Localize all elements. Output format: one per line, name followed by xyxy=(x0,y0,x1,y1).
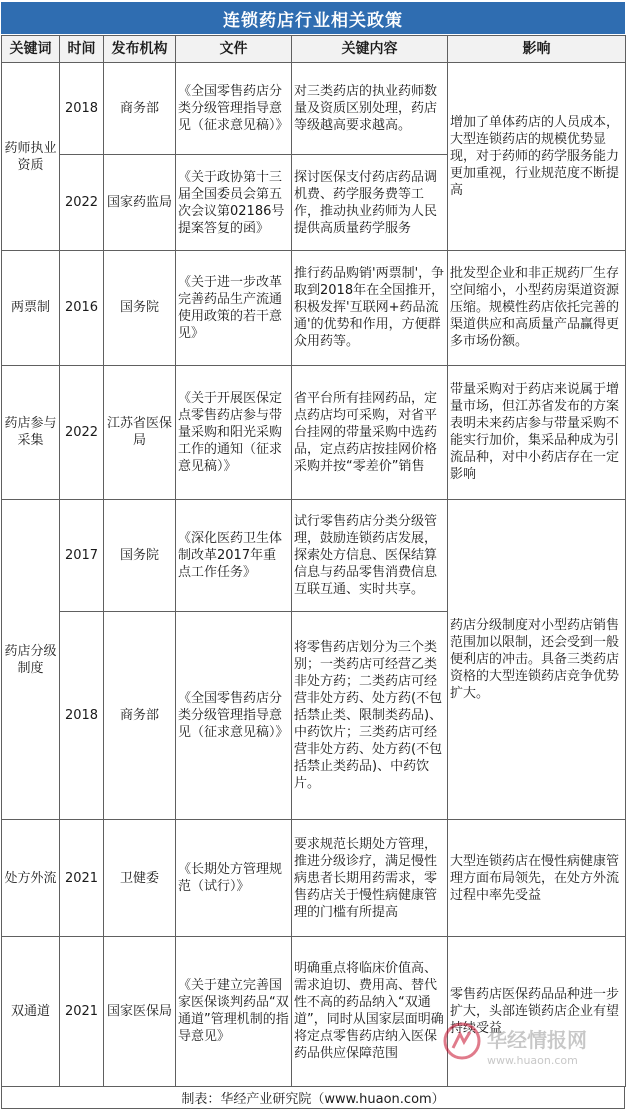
year-cell: 2022 xyxy=(60,155,104,251)
doc-cell: 《关于进一步改革完善药品生产流通使用政策的若干意见》 xyxy=(176,251,292,365)
table-row xyxy=(2,365,626,499)
doc-cell: 《长期处方管理规范（试行）》 xyxy=(176,820,292,936)
policy-table xyxy=(1,35,626,1087)
doc-cell: 《关于开展医保定点零售药店参与带量采购和阳光采购工作的通知（征求意见稿）》 xyxy=(176,365,292,499)
impact-cell: 大型连锁药店在慢性病健康管理方面布局领先，在处方外流过程中率先受益 xyxy=(448,820,626,936)
org-cell: 商务部 xyxy=(104,63,176,155)
watermark xyxy=(443,1018,613,1078)
org-cell: 江苏省医保局 xyxy=(104,365,176,499)
impact-cell: 批发型企业和非正规药厂生存空间缩小，小型药房渠道资源压缩。规模性药店依托完善的渠道供应和高质量产品赢得更多市场份额。 xyxy=(448,251,626,365)
table-row xyxy=(2,251,626,365)
impact-cell: 药店分级制度对小型药店销售范围加以限制，还会受到一般便利店的冲击。具备三类药店资格的大型连锁药店竞争优势扩大。 xyxy=(448,499,626,820)
keyword-cell: 两票制 xyxy=(2,251,60,365)
keyword-cell: 药店参与采集 xyxy=(2,365,60,499)
source-note: 制表：华经产业研究院（www.huaon.com） xyxy=(1,1087,625,1109)
org-cell: 国务院 xyxy=(104,499,176,611)
header-year: 时间 xyxy=(60,36,104,63)
key-cell: 要求规范长期处方管理，推进分级诊疗，满足慢性病患者长期用药需求，零售药店关于慢性病健康管理的门槛有所提高 xyxy=(292,820,448,936)
doc-cell: 《全国零售药店分类分级管理指导意见（征求意见稿）》 xyxy=(176,63,292,155)
key-cell: 探讨医保支付药店药品调机费、药学服务费等工作，推动执业药师为人民提供高质量药学服务 xyxy=(292,155,448,251)
watermark-name: 华经情报网 xyxy=(487,1028,587,1052)
table-row xyxy=(2,820,626,936)
header-keyword: 关键词 xyxy=(2,36,60,63)
huaon-logo-icon xyxy=(443,1022,481,1060)
table-title: 连锁药店行业相关政策 xyxy=(1,2,625,34)
doc-cell: 《关于政协第十三届全国委员会第五次会议第02186号提案答复的函》 xyxy=(176,155,292,251)
keyword-cell: 处方外流 xyxy=(2,820,60,936)
year-cell: 2022 xyxy=(60,365,104,499)
doc-cell: 《关于建立完善国家医保谈判药品“双通道”管理机制的指导意见》 xyxy=(176,936,292,1086)
header-key: 关键内容 xyxy=(292,36,448,63)
year-cell: 2016 xyxy=(60,251,104,365)
key-cell: 试行零售药店分类分级管理，鼓励连锁药店发展，探索处方信息、医保结算信息与药品零售消费信息互联互通、实时共享。 xyxy=(292,499,448,611)
table-row xyxy=(2,499,626,611)
key-cell: 明确重点将临床价值高、需求迫切、费用高、替代性不高的药品纳入“双通道”，同时从国家层面明确将定点零售药店纳入医保药品供应保障范围 xyxy=(292,936,448,1086)
year-cell: 2018 xyxy=(60,612,104,820)
org-cell: 国家医保局 xyxy=(104,936,176,1086)
year-cell: 2021 xyxy=(60,820,104,936)
org-cell: 国家药监局 xyxy=(104,155,176,251)
key-cell: 对三类药店的执业药师数量及资质区别处理，药店等级越高要求越高。 xyxy=(292,63,448,155)
doc-cell: 《深化医药卫生体制改革2017年重点工作任务》 xyxy=(176,499,292,611)
keyword-cell: 药店分级制度 xyxy=(2,499,60,820)
org-cell: 商务部 xyxy=(104,612,176,820)
year-cell: 2017 xyxy=(60,499,104,611)
org-cell: 国务院 xyxy=(104,251,176,365)
header-impact: 影响 xyxy=(448,36,626,63)
watermark-url: www.huaon.com xyxy=(487,1054,578,1067)
impact-cell: 零售药店医保药品品种进一步扩大，头部连锁药店企业有望持续受益 xyxy=(448,936,626,1086)
doc-cell: 《全国零售药店分类分级管理指导意见（征求意见稿）》 xyxy=(176,612,292,820)
header-doc: 文件 xyxy=(176,36,292,63)
impact-cell: 带量采购对于药店来说属于增量市场，但江苏省发布的方案表明未来药店参与带量采购不能实行加价，集采品种成为引流品种，对中小药店存在一定影响 xyxy=(448,365,626,499)
key-cell: 将零售药店划分为三个类别；一类药店可经营乙类非处方药；二类药店可经营非处方药、处方药(不包括禁止类、限制类药品)、中药饮片；三类药店可经营非处方药、处方药(不包括禁止类药品)、中药饮片。 xyxy=(292,612,448,820)
table-row xyxy=(2,63,626,155)
header-row xyxy=(2,36,626,63)
keyword-cell: 双通道 xyxy=(2,936,60,1086)
impact-cell: 增加了单体药店的人员成本，大型连锁药店的规模优势显现，对于药师的药学服务能力更加重视，行业规范度不断提高 xyxy=(448,63,626,251)
key-cell: 推行药品购销'两票制'，争取到2018年在全国推开，积极发挥'互联网+药品流通'的优势和作用，方便群众用药等。 xyxy=(292,251,448,365)
year-cell: 2018 xyxy=(60,63,104,155)
keyword-cell: 药师执业资质 xyxy=(2,63,60,251)
org-cell: 卫健委 xyxy=(104,820,176,936)
header-org: 发布机构 xyxy=(104,36,176,63)
key-cell: 省平台所有挂网药品，定点药店均可采购，对省平台挂网的带量采购中选药品，定点药店按挂网价格采购并按“零差价”销售 xyxy=(292,365,448,499)
year-cell: 2021 xyxy=(60,936,104,1086)
